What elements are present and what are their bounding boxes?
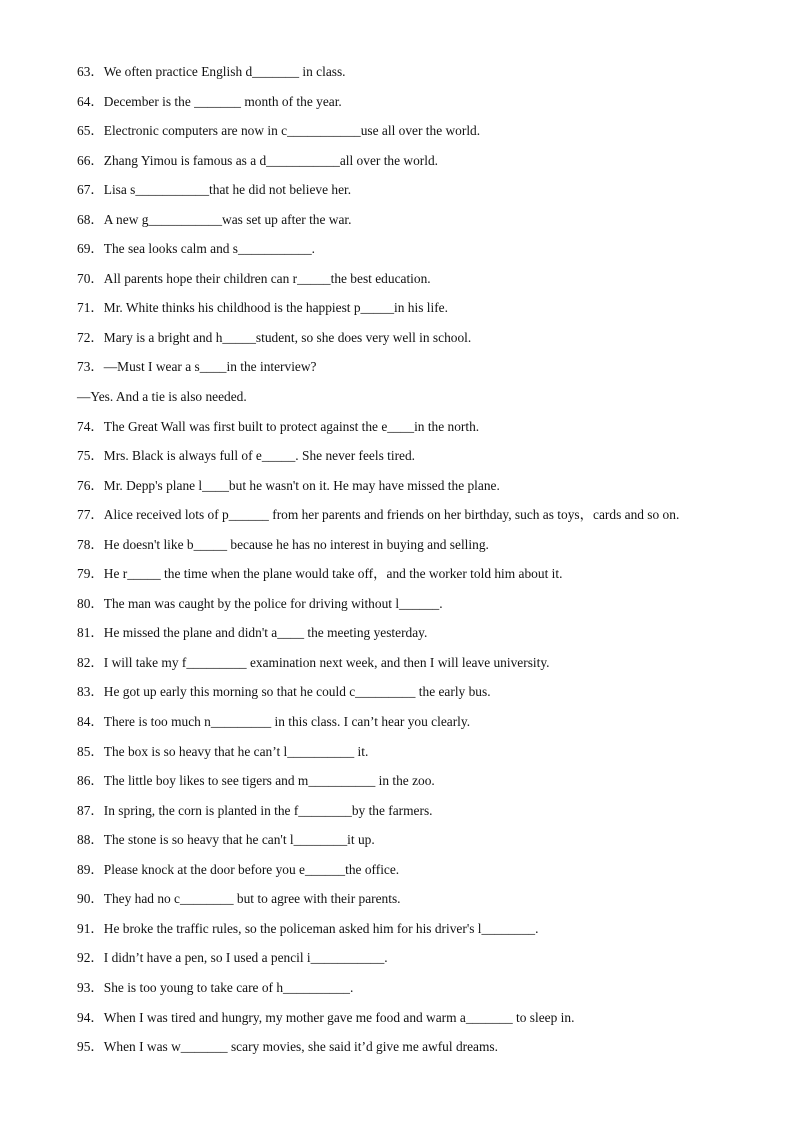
question-89: 89．Please knock at the door before you e______the office. [77,861,400,877]
question-81: 81．He missed the plane and didn't a____ the meeting yesterday. [77,625,428,641]
question-92: 92．I didn’t have a pen, so I used a pencil i___________. [77,950,388,966]
question-64: 64．December is the _______ month of the year. [77,93,342,109]
question-78: 78．He doesn't like b_____ because he has no interest in buying and selling. [77,536,489,552]
question-67: 67．Lisa s___________that he did not believe her. [77,182,352,198]
question-86: 86．The little boy likes to see tigers and m__________ in the zoo. [77,773,435,789]
question-82: 82．I will take my f_________ examination next week, and then I will leave university. [77,654,550,670]
question-94: 94．When I was tired and hungry, my mother gave me food and warm a_______ to sleep in. [77,1009,575,1025]
question-79: 79．He r_____ the time when the plane would take off，and the worker told him about it. [77,566,563,582]
question-75: 75．Mrs. Black is always full of e_____. She never feels tired. [77,448,416,464]
question-69: 69．The sea looks calm and s___________. [77,241,316,257]
question-85: 85．The box is so heavy that he can’t l__________ it. [77,743,369,759]
question-66: 66．Zhang Yimou is famous as a d___________all over the world. [77,152,438,168]
question-71: 71．Mr. White thinks his childhood is the happiest p_____in his life. [77,300,448,316]
question-65: 65．Electronic computers are now in c___________use all over the world. [77,123,481,139]
question-90: 90．They had no c________ but to agree with their parents. [77,891,401,907]
question-74: 74．The Great Wall was first built to protect against the e____in the north. [77,418,480,434]
question-95: 95．When I was w_______ scary movies, she said it’d give me awful dreams. [77,1039,498,1055]
question-83: 83．He got up early this morning so that he could c_________ the early bus. [77,684,491,700]
question-93: 93．She is too young to take care of h__________. [77,979,354,995]
question-88: 88．The stone is so heavy that he can't l________it up. [77,832,375,848]
question-84: 84．There is too much n_________ in this class. I can’t hear you clearly. [77,714,471,730]
question-73-reply: —Yes. And a tie is also needed. [77,389,247,405]
question-68: 68．A new g___________was set up after the war. [77,211,352,227]
question-70: 70．All parents hope their children can r_____the best education. [77,270,431,286]
question-list [77,62,767,1067]
question-87: 87．In spring, the corn is planted in the f________by the farmers. [77,802,433,818]
question-91: 91．He broke the traffic rules, so the policeman asked him for his driver's l________. [77,920,539,936]
question-76: 76．Mr. Depp's plane l____but he wasn't on it. He may have missed the plane. [77,477,500,493]
question-63: 63．We often practice English d_______ in class. [77,64,346,79]
question-72: 72．Mary is a bright and h_____student, so she does very well in school. [77,329,472,345]
question-77: 77．Alice received lots of p______ from her parents and friends on her birthday, such as toys，cards and so on. [77,507,680,523]
question-73: 73．—Must I wear a s____in the interview? [77,359,317,375]
question-80: 80．The man was caught by the police for driving without l______. [77,595,443,611]
